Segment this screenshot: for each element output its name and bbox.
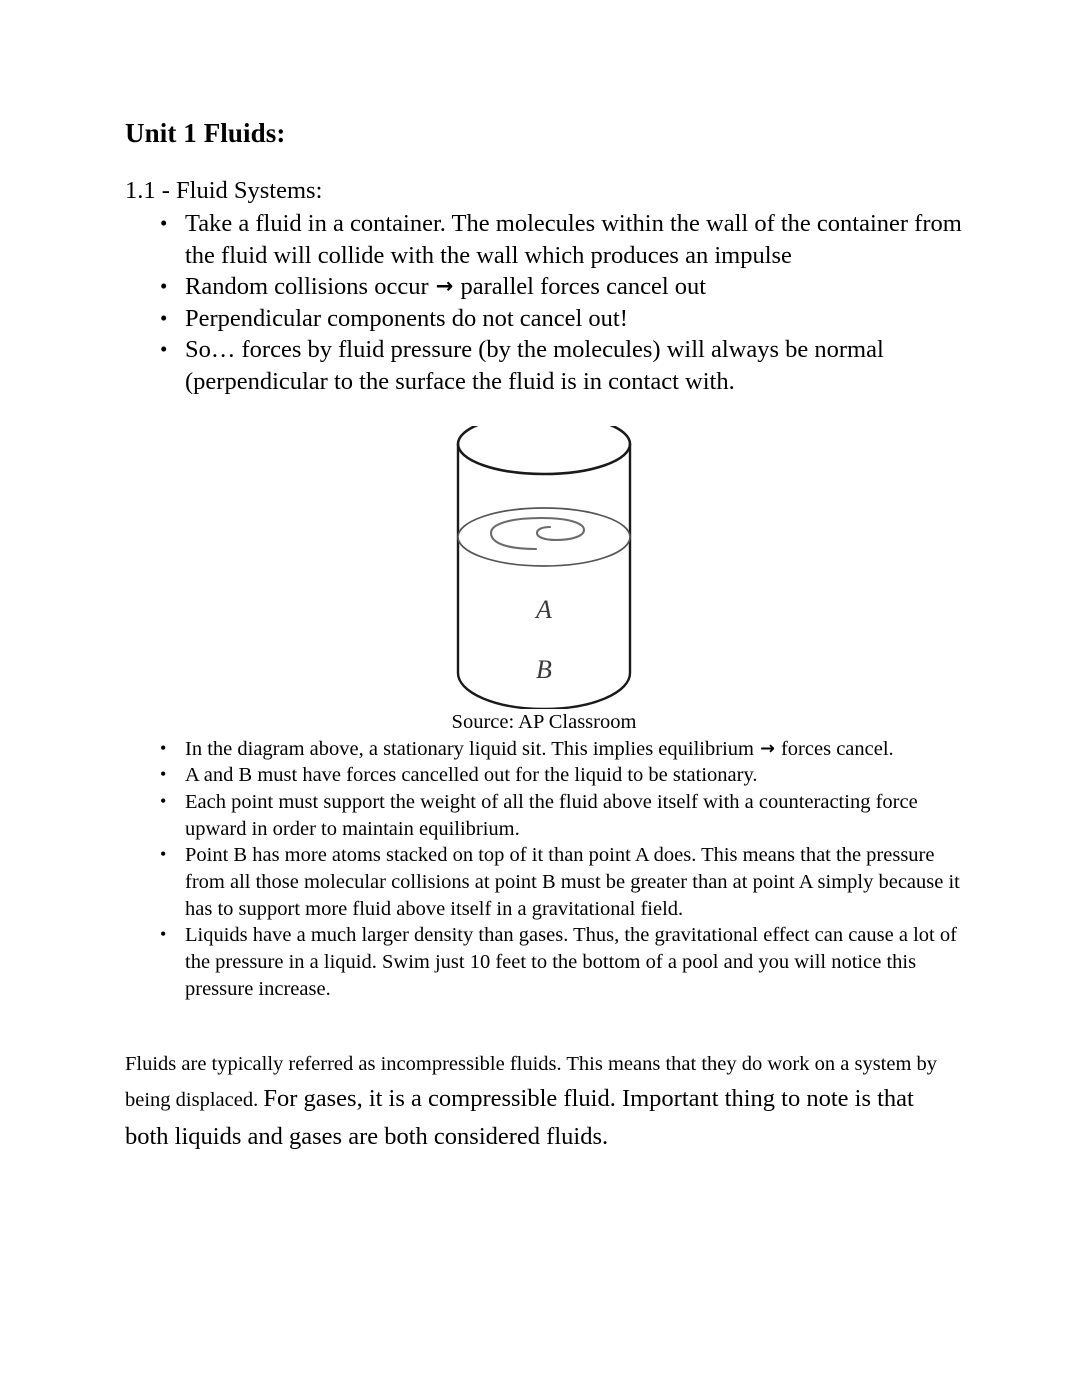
bullet-text: Point B has more atoms stacked on top of it than point A does. This means that the pressure from all those molecular collisions at point B must be greater than at point A simply because it has to support more fluid above itself in a gravitational field. [185,844,960,920]
list-item [125,208,963,271]
bullet-text: Take a fluid in a container. The molecules within the wall of the container from the fluid will collide with the wall which produces an impulse [185,210,962,269]
bullet-text: A and B must have forces cancelled out for the liquid to be stationary. [185,764,758,787]
list-item [125,334,963,397]
figure-caption: Source: AP Classroom [451,711,637,734]
bullet-text-after-arrow: forces cancel. [775,737,894,760]
liquid-surface [458,508,630,566]
fluid-cylinder-diagram [444,426,644,709]
list-item [125,842,963,922]
list-item [125,271,963,302]
list-item [125,922,963,1002]
list-item [125,736,963,763]
bullet-text: Each point must support the weight of all the fluid above itself with a counteracting force upward in order to maintain equilibrium. [185,791,918,840]
bullet-text-before-arrow: In the diagram above, a stationary liquid sit. This implies equilibrium [185,737,760,760]
list-item [125,789,963,842]
closing-large-run: For gases, it is a compressible fluid. Important thing to note is that both liquids and gases are both considered fluids. [125,1085,914,1150]
closing-small-run: Fluids are typically referred as incompressible fluids. This means that they do work on a system by being displaced. [125,1053,938,1112]
intro-bullet-list [125,208,963,397]
point-label-b: B [536,655,552,685]
document-body [125,118,963,1171]
bullet-text: So… forces by fluid pressure (by the molecules) will always be normal (perpendicular to the surface the fluid is in contact with. [185,336,884,395]
cylinder-figure [125,426,963,736]
right-arrow-icon: → [760,738,775,759]
list-item [125,762,963,789]
section-heading: 1.1 - Fluid Systems: [125,177,323,205]
closing-paragraph [125,1049,953,1155]
bullet-text: Perpendicular components do not cancel out! [185,304,628,332]
bullet-text: Liquids have a much larger density than gases. Thus, the gravitational effect can cause a lot of the pressure in a liquid. Swim just 10 feet to the bottom of a pool and you will notice this pressure increase. [185,924,957,1000]
list-item [125,303,963,334]
bullet-text-after-arrow: parallel forces cancel out [454,273,707,301]
analysis-bullet-list [125,736,963,1002]
right-arrow-icon: → [435,273,454,299]
page-title: Unit 1 Fluids: [125,118,286,148]
point-label-a: A [536,595,552,625]
bullet-text-before-arrow: Random collisions occur [185,273,435,301]
